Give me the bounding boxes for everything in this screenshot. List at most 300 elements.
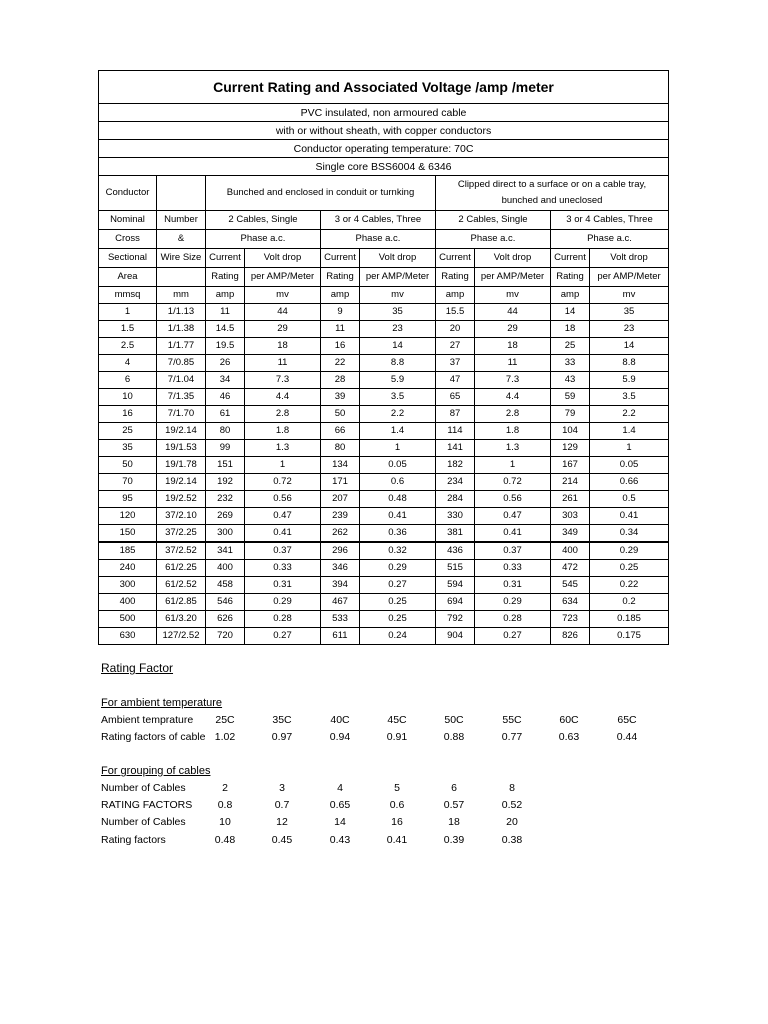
table-cell: 826: [551, 628, 590, 645]
grouping-row-label: RATING FACTORS: [101, 799, 193, 811]
table-cell: 1.3: [475, 440, 551, 457]
table-cell: 0.05: [360, 457, 436, 474]
table-subtitle: Single core BSS6004 & 6346: [99, 158, 669, 176]
table-cell: 27: [436, 338, 475, 355]
grouping-value: 0.7: [274, 799, 290, 811]
table-row: [99, 355, 669, 372]
grouping-value: 5: [394, 782, 400, 794]
table-cell: 400: [99, 594, 157, 611]
table-cell: 43: [551, 372, 590, 389]
table-cell: 182: [436, 457, 475, 474]
grouping-value: 0.48: [214, 834, 236, 846]
unit-area: mmsq: [99, 287, 157, 304]
table-cell: 5.9: [360, 372, 436, 389]
grouping-row-label: Number of Cables: [101, 816, 186, 828]
grouping-value: 4: [337, 782, 343, 794]
table-cell: 0.27: [475, 628, 551, 645]
table-cell: 0.185: [590, 611, 669, 628]
header-clipped-line1: Clipped direct to a surface or on a cable tray,: [457, 179, 647, 190]
table-cell: 7/0.85: [157, 355, 206, 372]
table-cell: 0.47: [245, 508, 321, 525]
table-cell: 1: [245, 457, 321, 474]
table-cell: 18: [551, 321, 590, 338]
table-cell: 0.56: [245, 491, 321, 508]
table-cell: 7.3: [245, 372, 321, 389]
table-cell: 10: [99, 389, 157, 406]
table-cell: 19/1.78: [157, 457, 206, 474]
header-per-amp-meter: per AMP/Meter: [360, 268, 436, 287]
table-cell: 9: [321, 304, 360, 321]
grouping-value: 0.8: [217, 799, 233, 811]
grouping-value: 0.41: [386, 834, 408, 846]
table-cell: 0.56: [475, 491, 551, 508]
table-subtitle: Conductor operating temperature: 70C: [99, 140, 669, 158]
table-cell: 37/2.25: [157, 525, 206, 543]
table-cell: 14.5: [206, 321, 245, 338]
table-cell: 1/1.38: [157, 321, 206, 338]
grouping-value: 0.45: [271, 834, 293, 846]
table-cell: 61/2.85: [157, 594, 206, 611]
rating-factor-title: Rating Factor: [101, 661, 174, 675]
table-cell: 0.41: [245, 525, 321, 543]
ambient-temp-value: 50C: [444, 714, 464, 726]
header-two-cables: 2 Cables, Single: [436, 211, 551, 230]
table-cell: 349: [551, 525, 590, 543]
table-cell: 35: [360, 304, 436, 321]
table-row: [99, 491, 669, 508]
header-amp-sign: &: [157, 230, 206, 249]
grouping-row-label: Number of Cables: [101, 782, 186, 794]
table-cell: 7.3: [475, 372, 551, 389]
grouping-value: 8: [509, 782, 515, 794]
unit-mv: mv: [245, 287, 321, 304]
table-cell: 239: [321, 508, 360, 525]
table-cell: 80: [206, 423, 245, 440]
table-cell: 18: [475, 338, 551, 355]
ambient-temp-value: 40C: [330, 714, 350, 726]
grouping-value: 3: [279, 782, 285, 794]
table-cell: 39: [321, 389, 360, 406]
table-cell: 0.27: [245, 628, 321, 645]
table-row: [99, 389, 669, 406]
table-cell: 0.25: [360, 594, 436, 611]
header-volt-drop: Volt drop: [245, 249, 321, 268]
table-cell: 19/2.14: [157, 474, 206, 491]
grouping-value: 20: [506, 816, 518, 828]
table-row: [99, 628, 669, 645]
header-volt-drop: Volt drop: [590, 249, 669, 268]
header-two-cables: 2 Cables, Single: [206, 211, 321, 230]
table-cell: 300: [206, 525, 245, 543]
table-cell: 46: [206, 389, 245, 406]
table-cell: 723: [551, 611, 590, 628]
table-cell: 1.4: [590, 423, 669, 440]
table-cell: 0.72: [475, 474, 551, 491]
header-rating: Rating: [551, 268, 590, 287]
table-cell: 16: [99, 406, 157, 423]
table-cell: 150: [99, 525, 157, 543]
table-cell: 141: [436, 440, 475, 457]
table-row: [99, 457, 669, 474]
table-cell: 1.3: [245, 440, 321, 457]
table-cell: 70: [99, 474, 157, 491]
ambient-temp-value: 55C: [502, 714, 522, 726]
table-title: Current Rating and Associated Voltage /amp /meter: [99, 71, 669, 104]
ambient-temp-value: 60C: [559, 714, 579, 726]
table-cell: 400: [551, 542, 590, 560]
table-cell: 2.8: [475, 406, 551, 423]
table-cell: 262: [321, 525, 360, 543]
grouping-value: 12: [276, 816, 288, 828]
table-cell: 2.5: [99, 338, 157, 355]
header-volt-drop: Volt drop: [475, 249, 551, 268]
grouping-value: 18: [448, 816, 460, 828]
table-cell: 167: [551, 457, 590, 474]
table-cell: 0.36: [360, 525, 436, 543]
table-cell: 14: [590, 338, 669, 355]
ambient-factor-value: 1.02: [214, 731, 236, 743]
header-number: Number: [157, 211, 206, 230]
grouping-value: 16: [391, 816, 403, 828]
header-per-amp-meter: per AMP/Meter: [245, 268, 321, 287]
header-rating: Rating: [321, 268, 360, 287]
table-cell: 79: [551, 406, 590, 423]
table-cell: 34: [206, 372, 245, 389]
grouping-value: 0.52: [501, 799, 523, 811]
table-cell: 0.33: [475, 560, 551, 577]
table-cell: 630: [99, 628, 157, 645]
table-cell: 472: [551, 560, 590, 577]
table-cell: 14: [360, 338, 436, 355]
table-cell: 37: [436, 355, 475, 372]
table-cell: 0.28: [245, 611, 321, 628]
table-cell: 104: [551, 423, 590, 440]
ambient-temp-value: 35C: [272, 714, 292, 726]
table-cell: 330: [436, 508, 475, 525]
table-cell: 594: [436, 577, 475, 594]
table-cell: 0.41: [360, 508, 436, 525]
table-cell: 59: [551, 389, 590, 406]
table-cell: 7/1.70: [157, 406, 206, 423]
grouping-value: 0.6: [389, 799, 405, 811]
table-cell: 0.6: [360, 474, 436, 491]
table-cell: 0.175: [590, 628, 669, 645]
table-cell: 4.4: [475, 389, 551, 406]
table-cell: 2.2: [590, 406, 669, 423]
grouping-heading: For grouping of cables: [101, 765, 211, 777]
table-cell: 33: [551, 355, 590, 372]
table-cell: 284: [436, 491, 475, 508]
table-row: [99, 542, 669, 560]
header-blank: [157, 268, 206, 287]
table-row: [99, 338, 669, 355]
table-cell: 0.48: [360, 491, 436, 508]
table-cell: 29: [475, 321, 551, 338]
table-cell: 0.2: [590, 594, 669, 611]
header-phase: Phase a.c.: [321, 230, 436, 249]
unit-amp: amp: [551, 287, 590, 304]
table-cell: 720: [206, 628, 245, 645]
table-cell: 0.29: [590, 542, 669, 560]
table-cell: 694: [436, 594, 475, 611]
grouping-value: 0.38: [501, 834, 523, 846]
table-cell: 346: [321, 560, 360, 577]
table-row: [99, 525, 669, 543]
header-nominal: Nominal: [99, 211, 157, 230]
ambient-factor-label: Rating factors of cable: [101, 731, 206, 743]
header-sectional: Sectional: [99, 249, 157, 268]
table-cell: 515: [436, 560, 475, 577]
header-clipped: [436, 176, 669, 211]
table-cell: 904: [436, 628, 475, 645]
table-cell: 66: [321, 423, 360, 440]
table-cell: 0.22: [590, 577, 669, 594]
table-cell: 65: [436, 389, 475, 406]
table-cell: 0.27: [360, 577, 436, 594]
table-cell: 611: [321, 628, 360, 645]
table-cell: 6: [99, 372, 157, 389]
table-cell: 19/2.52: [157, 491, 206, 508]
table-cell: 35: [590, 304, 669, 321]
table-cell: 0.28: [475, 611, 551, 628]
ambient-temp-value: 65C: [617, 714, 637, 726]
table-cell: 1/1.77: [157, 338, 206, 355]
table-cell: 0.37: [475, 542, 551, 560]
table-cell: 61/2.25: [157, 560, 206, 577]
table-cell: 114: [436, 423, 475, 440]
table-cell: 1: [99, 304, 157, 321]
header-area: Area: [99, 268, 157, 287]
table-cell: 25: [99, 423, 157, 440]
ambient-heading: For ambient temperature: [101, 697, 223, 709]
table-cell: 151: [206, 457, 245, 474]
unit-mv: mv: [360, 287, 436, 304]
table-cell: 19/2.14: [157, 423, 206, 440]
table-cell: 1.4: [360, 423, 436, 440]
table-cell: 4: [99, 355, 157, 372]
unit-amp: amp: [206, 287, 245, 304]
table-cell: 545: [551, 577, 590, 594]
table-row: [99, 577, 669, 594]
header-bunched: Bunched and enclosed in conduit or turnking: [206, 176, 436, 211]
table-cell: 7/1.35: [157, 389, 206, 406]
unit-mm: mm: [157, 287, 206, 304]
header-rating: Rating: [436, 268, 475, 287]
table-cell: 44: [475, 304, 551, 321]
table-cell: 37/2.52: [157, 542, 206, 560]
table-cell: 0.32: [360, 542, 436, 560]
table-cell: 11: [206, 304, 245, 321]
table-row: [99, 508, 669, 525]
table-cell: 4.4: [245, 389, 321, 406]
table-row: [99, 440, 669, 457]
grouping-value: 10: [219, 816, 231, 828]
table-cell: 533: [321, 611, 360, 628]
table-cell: 240: [99, 560, 157, 577]
ambient-factor-value: 0.97: [271, 731, 293, 743]
ambient-temp-label: Ambient temprature: [101, 714, 194, 726]
unit-amp: amp: [321, 287, 360, 304]
table-cell: 185: [99, 542, 157, 560]
grouping-value: 0.43: [329, 834, 351, 846]
table-cell: 18: [245, 338, 321, 355]
table-cell: 127/2.52: [157, 628, 206, 645]
header-current: Current: [321, 249, 360, 268]
table-cell: 792: [436, 611, 475, 628]
table-cell: 0.66: [590, 474, 669, 491]
unit-mv: mv: [475, 287, 551, 304]
header-three-cables: 3 or 4 Cables, Three: [551, 211, 669, 230]
table-cell: 35: [99, 440, 157, 457]
table-cell: 14: [551, 304, 590, 321]
table-cell: 303: [551, 508, 590, 525]
table-cell: 7/1.04: [157, 372, 206, 389]
header-conductor: Conductor: [99, 176, 157, 211]
table-cell: 0.05: [590, 457, 669, 474]
table-cell: 22: [321, 355, 360, 372]
grouping-value: 14: [334, 816, 346, 828]
table-cell: 99: [206, 440, 245, 457]
table-cell: 1.5: [99, 321, 157, 338]
table-cell: 300: [99, 577, 157, 594]
table-row: [99, 321, 669, 338]
table-cell: 29: [245, 321, 321, 338]
table-cell: 0.29: [360, 560, 436, 577]
table-cell: 5.9: [590, 372, 669, 389]
table-cell: 500: [99, 611, 157, 628]
table-cell: 1.8: [475, 423, 551, 440]
table-row: [99, 372, 669, 389]
table-cell: 400: [206, 560, 245, 577]
header-per-amp-meter: per AMP/Meter: [590, 268, 669, 287]
table-subtitle: with or without sheath, with copper conductors: [99, 122, 669, 140]
header-three-cables: 3 or 4 Cables, Three: [321, 211, 436, 230]
table-cell: 0.24: [360, 628, 436, 645]
table-cell: 207: [321, 491, 360, 508]
table-cell: 25: [551, 338, 590, 355]
table-cell: 0.72: [245, 474, 321, 491]
table-cell: 50: [99, 457, 157, 474]
grouping-value: 0.65: [329, 799, 351, 811]
table-cell: 171: [321, 474, 360, 491]
table-cell: 28: [321, 372, 360, 389]
table-cell: 129: [551, 440, 590, 457]
ambient-temp-value: 45C: [387, 714, 407, 726]
table-cell: 0.29: [475, 594, 551, 611]
current-rating-table: [98, 70, 669, 645]
table-cell: 37/2.10: [157, 508, 206, 525]
table-cell: 1/1.13: [157, 304, 206, 321]
table-cell: 341: [206, 542, 245, 560]
table-cell: 232: [206, 491, 245, 508]
unit-amp: amp: [436, 287, 475, 304]
grouping-value: 0.57: [443, 799, 465, 811]
table-row: [99, 304, 669, 321]
ambient-factor-value: 0.77: [501, 731, 523, 743]
table-cell: 214: [551, 474, 590, 491]
table-row: [99, 611, 669, 628]
table-cell: 80: [321, 440, 360, 457]
table-cell: 87: [436, 406, 475, 423]
table-cell: 26: [206, 355, 245, 372]
header-phase: Phase a.c.: [436, 230, 551, 249]
table-cell: 61/2.52: [157, 577, 206, 594]
table-row: [99, 423, 669, 440]
table-cell: 61/3.20: [157, 611, 206, 628]
table-cell: 1.8: [245, 423, 321, 440]
table-cell: 634: [551, 594, 590, 611]
grouping-value: 2: [222, 782, 228, 794]
table-cell: 458: [206, 577, 245, 594]
header-wire-size: Wire Size: [157, 249, 206, 268]
table-cell: 0.47: [475, 508, 551, 525]
table-cell: 134: [321, 457, 360, 474]
header-clipped-line2: bunched and uneclosed: [501, 195, 603, 206]
table-cell: 1: [475, 457, 551, 474]
ambient-temp-value: 25C: [215, 714, 235, 726]
table-cell: 0.37: [245, 542, 321, 560]
table-cell: 50: [321, 406, 360, 423]
table-cell: 0.41: [590, 508, 669, 525]
table-cell: 2.8: [245, 406, 321, 423]
table-cell: 436: [436, 542, 475, 560]
table-cell: 0.29: [245, 594, 321, 611]
table-cell: 8.8: [360, 355, 436, 372]
table-cell: 0.31: [245, 577, 321, 594]
table-row: [99, 474, 669, 491]
header-blank: [157, 176, 206, 211]
table-cell: 61: [206, 406, 245, 423]
table-cell: 23: [360, 321, 436, 338]
header-cross: Cross: [99, 230, 157, 249]
table-cell: 20: [436, 321, 475, 338]
header-current: Current: [206, 249, 245, 268]
table-row: [99, 406, 669, 423]
table-cell: 15.5: [436, 304, 475, 321]
header-volt-drop: Volt drop: [360, 249, 436, 268]
table-cell: 44: [245, 304, 321, 321]
table-cell: 11: [475, 355, 551, 372]
ambient-factor-value: 0.91: [386, 731, 408, 743]
table-cell: 546: [206, 594, 245, 611]
table-cell: 95: [99, 491, 157, 508]
table-cell: 261: [551, 491, 590, 508]
table-cell: 0.25: [360, 611, 436, 628]
table-cell: 16: [321, 338, 360, 355]
table-cell: 626: [206, 611, 245, 628]
table-cell: 269: [206, 508, 245, 525]
table-cell: 11: [245, 355, 321, 372]
header-phase: Phase a.c.: [551, 230, 669, 249]
ambient-factor-value: 0.94: [329, 731, 351, 743]
table-cell: 11: [321, 321, 360, 338]
ambient-factor-value: 0.88: [443, 731, 465, 743]
grouping-value: 0.39: [443, 834, 465, 846]
unit-mv: mv: [590, 287, 669, 304]
table-cell: 3.5: [590, 389, 669, 406]
table-cell: 2.2: [360, 406, 436, 423]
grouping-row-label: Rating factors: [101, 834, 166, 846]
table-cell: 0.33: [245, 560, 321, 577]
table-cell: 8.8: [590, 355, 669, 372]
table-cell: 0.31: [475, 577, 551, 594]
table-cell: 0.41: [475, 525, 551, 543]
table-cell: 296: [321, 542, 360, 560]
ambient-factor-value: 0.63: [558, 731, 580, 743]
table-cell: 23: [590, 321, 669, 338]
table-cell: 1: [360, 440, 436, 457]
table-cell: 234: [436, 474, 475, 491]
